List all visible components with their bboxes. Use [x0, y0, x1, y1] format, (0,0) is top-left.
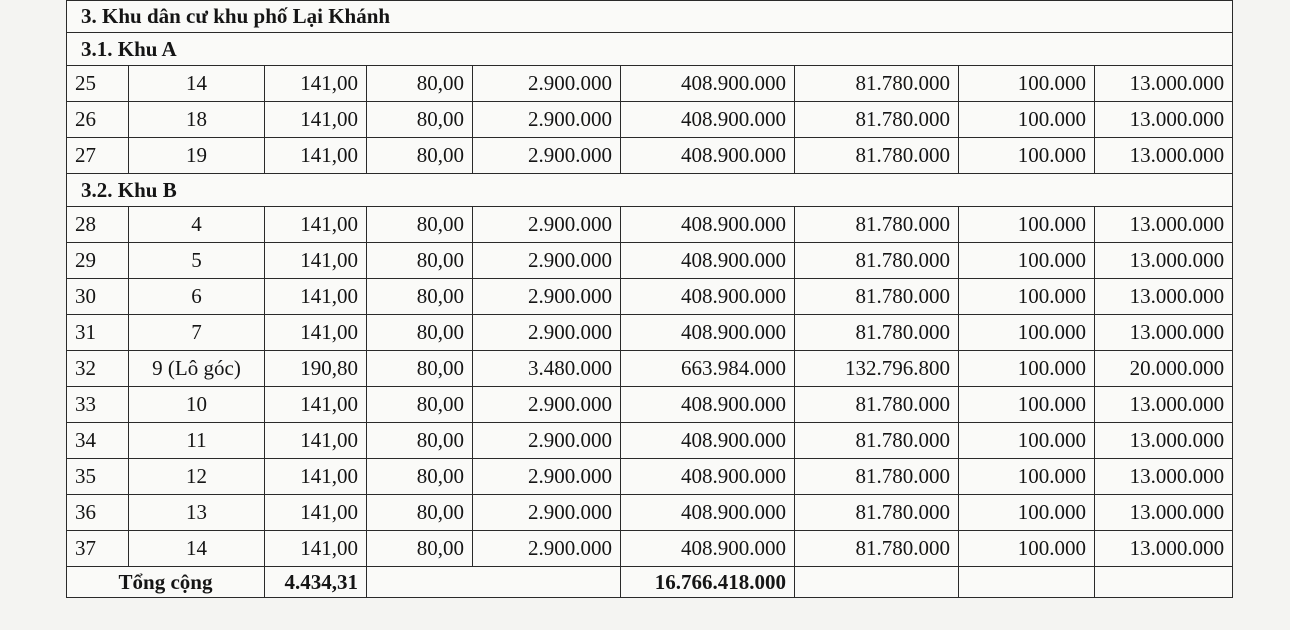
table-row — [67, 531, 1233, 567]
land-value-cell: 663.984.000 — [621, 351, 795, 387]
lot-number-cell: 7 — [129, 315, 265, 351]
table-row — [67, 66, 1233, 102]
fee-cell: 100.000 — [959, 243, 1095, 279]
unit-price-cell: 2.900.000 — [473, 423, 621, 459]
empty-cell — [959, 567, 1095, 598]
area-cell: 141,00 — [265, 279, 367, 315]
document-sheet — [66, 0, 1232, 598]
lot-number-cell: 6 — [129, 279, 265, 315]
percent-cell: 80,00 — [367, 351, 473, 387]
area-cell: 141,00 — [265, 495, 367, 531]
stt-cell: 33 — [67, 387, 129, 423]
empty-cell — [1095, 567, 1233, 598]
area-cell: 141,00 — [265, 459, 367, 495]
fee-cell: 100.000 — [959, 495, 1095, 531]
lot-number-cell: 18 — [129, 102, 265, 138]
unit-price-cell: 2.900.000 — [473, 315, 621, 351]
stt-cell: 30 — [67, 279, 129, 315]
table-row — [67, 315, 1233, 351]
fee-cell: 100.000 — [959, 351, 1095, 387]
total-row — [67, 567, 1233, 598]
amount-cell: 13.000.000 — [1095, 315, 1233, 351]
land-value-cell: 408.900.000 — [621, 243, 795, 279]
area-cell: 141,00 — [265, 66, 367, 102]
deposit-cell: 132.796.800 — [795, 351, 959, 387]
area-cell: 141,00 — [265, 207, 367, 243]
area-cell: 141,00 — [265, 102, 367, 138]
percent-cell: 80,00 — [367, 279, 473, 315]
stt-cell: 26 — [67, 102, 129, 138]
lot-number-cell: 14 — [129, 66, 265, 102]
amount-cell: 13.000.000 — [1095, 531, 1233, 567]
unit-price-cell: 2.900.000 — [473, 279, 621, 315]
unit-price-cell: 2.900.000 — [473, 531, 621, 567]
stt-cell: 28 — [67, 207, 129, 243]
unit-price-cell: 2.900.000 — [473, 138, 621, 174]
lot-number-cell: 10 — [129, 387, 265, 423]
land-value-cell: 408.900.000 — [621, 387, 795, 423]
lot-number-cell: 12 — [129, 459, 265, 495]
percent-cell: 80,00 — [367, 66, 473, 102]
table-row — [67, 459, 1233, 495]
fee-cell: 100.000 — [959, 459, 1095, 495]
stt-cell: 32 — [67, 351, 129, 387]
deposit-cell: 81.780.000 — [795, 102, 959, 138]
stt-cell: 29 — [67, 243, 129, 279]
table-row — [67, 387, 1233, 423]
area-cell: 141,00 — [265, 531, 367, 567]
deposit-cell: 81.780.000 — [795, 138, 959, 174]
fee-cell: 100.000 — [959, 102, 1095, 138]
unit-price-cell: 2.900.000 — [473, 243, 621, 279]
deposit-cell: 81.780.000 — [795, 66, 959, 102]
percent-cell: 80,00 — [367, 138, 473, 174]
amount-cell: 13.000.000 — [1095, 459, 1233, 495]
subsection-title: 3.1. Khu A — [67, 33, 1233, 66]
percent-cell: 80,00 — [367, 243, 473, 279]
land-value-cell: 408.900.000 — [621, 102, 795, 138]
percent-cell: 80,00 — [367, 459, 473, 495]
land-value-cell: 408.900.000 — [621, 459, 795, 495]
table-row — [67, 495, 1233, 531]
deposit-cell: 81.780.000 — [795, 459, 959, 495]
section-header-row — [67, 1, 1233, 33]
percent-cell: 80,00 — [367, 387, 473, 423]
land-value-cell: 408.900.000 — [621, 495, 795, 531]
deposit-cell: 81.780.000 — [795, 315, 959, 351]
land-value-cell: 408.900.000 — [621, 315, 795, 351]
land-value-cell: 408.900.000 — [621, 531, 795, 567]
percent-cell: 80,00 — [367, 531, 473, 567]
section-title: 3. Khu dân cư khu phố Lại Khánh — [67, 1, 1233, 33]
total-area: 4.434,31 — [265, 567, 367, 598]
deposit-cell: 81.780.000 — [795, 243, 959, 279]
unit-price-cell: 2.900.000 — [473, 459, 621, 495]
stt-cell: 34 — [67, 423, 129, 459]
amount-cell: 13.000.000 — [1095, 138, 1233, 174]
stt-cell: 27 — [67, 138, 129, 174]
table-row — [67, 138, 1233, 174]
amount-cell: 13.000.000 — [1095, 387, 1233, 423]
lot-number-cell: 4 — [129, 207, 265, 243]
amount-cell: 13.000.000 — [1095, 66, 1233, 102]
deposit-cell: 81.780.000 — [795, 531, 959, 567]
stt-cell: 36 — [67, 495, 129, 531]
fee-cell: 100.000 — [959, 315, 1095, 351]
area-cell: 141,00 — [265, 387, 367, 423]
amount-cell: 13.000.000 — [1095, 207, 1233, 243]
unit-price-cell: 2.900.000 — [473, 387, 621, 423]
fee-cell: 100.000 — [959, 138, 1095, 174]
fee-cell: 100.000 — [959, 279, 1095, 315]
lot-number-cell: 5 — [129, 243, 265, 279]
deposit-cell: 81.780.000 — [795, 207, 959, 243]
stt-cell: 25 — [67, 66, 129, 102]
percent-cell: 80,00 — [367, 102, 473, 138]
unit-price-cell: 3.480.000 — [473, 351, 621, 387]
stt-cell: 31 — [67, 315, 129, 351]
table-row — [67, 279, 1233, 315]
unit-price-cell: 2.900.000 — [473, 495, 621, 531]
area-cell: 141,00 — [265, 315, 367, 351]
deposit-cell: 81.780.000 — [795, 279, 959, 315]
amount-cell: 13.000.000 — [1095, 423, 1233, 459]
land-value-cell: 408.900.000 — [621, 279, 795, 315]
percent-cell: 80,00 — [367, 315, 473, 351]
table-row — [67, 102, 1233, 138]
total-amount: 16.766.418.000 — [621, 567, 795, 598]
unit-price-cell: 2.900.000 — [473, 207, 621, 243]
land-value-cell: 408.900.000 — [621, 138, 795, 174]
land-value-cell: 408.900.000 — [621, 423, 795, 459]
area-cell: 141,00 — [265, 138, 367, 174]
area-cell: 190,80 — [265, 351, 367, 387]
deposit-cell: 81.780.000 — [795, 423, 959, 459]
amount-cell: 13.000.000 — [1095, 495, 1233, 531]
empty-cell — [795, 567, 959, 598]
fee-cell: 100.000 — [959, 423, 1095, 459]
fee-cell: 100.000 — [959, 531, 1095, 567]
lot-number-cell: 11 — [129, 423, 265, 459]
amount-cell: 13.000.000 — [1095, 279, 1233, 315]
lot-number-cell: 9 (Lô góc) — [129, 351, 265, 387]
lot-number-cell: 13 — [129, 495, 265, 531]
percent-cell: 80,00 — [367, 423, 473, 459]
percent-cell: 80,00 — [367, 495, 473, 531]
lot-number-cell: 19 — [129, 138, 265, 174]
unit-price-cell: 2.900.000 — [473, 102, 621, 138]
fee-cell: 100.000 — [959, 387, 1095, 423]
table-row — [67, 207, 1233, 243]
empty-cell — [367, 567, 621, 598]
fee-cell: 100.000 — [959, 207, 1095, 243]
stt-cell: 35 — [67, 459, 129, 495]
subsection-title: 3.2. Khu B — [67, 174, 1233, 207]
total-label: Tổng cộng — [67, 567, 265, 598]
deposit-cell: 81.780.000 — [795, 495, 959, 531]
amount-cell: 13.000.000 — [1095, 102, 1233, 138]
area-cell: 141,00 — [265, 243, 367, 279]
amount-cell: 20.000.000 — [1095, 351, 1233, 387]
unit-price-cell: 2.900.000 — [473, 66, 621, 102]
amount-cell: 13.000.000 — [1095, 243, 1233, 279]
fee-cell: 100.000 — [959, 66, 1095, 102]
land-value-cell: 408.900.000 — [621, 66, 795, 102]
land-value-cell: 408.900.000 — [621, 207, 795, 243]
percent-cell: 80,00 — [367, 207, 473, 243]
subsection-header-row — [67, 174, 1233, 207]
subsection-header-row — [67, 33, 1233, 66]
table-row — [67, 423, 1233, 459]
table-body — [67, 1, 1233, 598]
lot-number-cell: 14 — [129, 531, 265, 567]
stt-cell: 37 — [67, 531, 129, 567]
table-row — [67, 243, 1233, 279]
deposit-cell: 81.780.000 — [795, 387, 959, 423]
table-row — [67, 351, 1233, 387]
area-cell: 141,00 — [265, 423, 367, 459]
land-lot-table — [66, 0, 1233, 598]
